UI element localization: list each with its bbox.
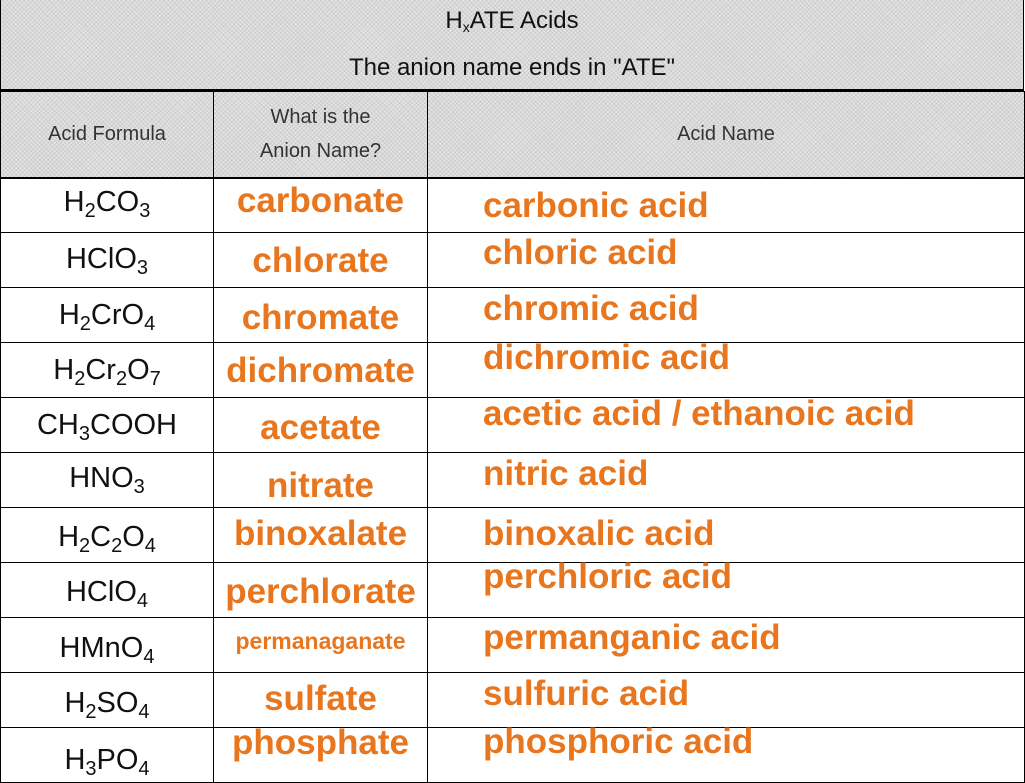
- acid-name-cell: [428, 673, 1025, 728]
- formula-subscript: 3: [133, 475, 145, 498]
- formula-subscript: 3: [85, 757, 97, 780]
- acid-formula-cell: [1, 728, 214, 783]
- acid-formula: [65, 575, 148, 612]
- formula-text: H: [63, 185, 85, 218]
- formula-text: HMnO: [59, 631, 144, 664]
- acid-name-answer: chromic acid: [483, 289, 699, 328]
- formula-text: PO: [96, 743, 139, 776]
- formula-text: Cr: [85, 353, 116, 386]
- anion-header-line2: Anion Name?: [259, 140, 382, 163]
- anion-name-answer: permanaganate: [235, 628, 406, 654]
- formula-subscript: 4: [144, 312, 156, 335]
- formula-subscript: 2: [84, 199, 96, 222]
- acid-name-cell: [428, 394, 1025, 453]
- acid-table: [0, 91, 1025, 783]
- anion-name-answer: acetate: [260, 408, 381, 447]
- acid-name-cell: [428, 338, 1025, 398]
- acid-formula: [65, 242, 148, 279]
- table-subtitle: The anion name ends in "ATE": [348, 54, 676, 81]
- acid-formula: [58, 520, 156, 557]
- acid-formula: [59, 631, 155, 668]
- table-row: [1, 343, 1025, 398]
- anion-name-answer: chlorate: [252, 241, 389, 280]
- acid-formula-cell: [1, 673, 214, 728]
- anion-name-cell: [214, 618, 428, 673]
- acid-formula: [58, 298, 156, 335]
- anion-name-answer: sulfate: [264, 679, 377, 718]
- anion-name-answer: chromate: [241, 298, 400, 337]
- acid-formula: [53, 353, 161, 390]
- formula-subscript: 2: [79, 534, 91, 557]
- table-row: [1, 563, 1025, 618]
- anion-header-line1: What is the: [270, 106, 371, 129]
- formula-text: COOH: [90, 408, 177, 441]
- acid-name-answer: nitric acid: [483, 454, 649, 493]
- acid-name-cell: [428, 557, 1025, 618]
- acid-name-answer: acetic acid / ethanoic acid: [483, 394, 915, 433]
- table-row: [1, 398, 1025, 453]
- formula-subscript: 2: [79, 312, 91, 335]
- formula-text: CO: [95, 185, 140, 218]
- formula-subscript: 7: [149, 367, 161, 390]
- acid-formula: [64, 686, 150, 723]
- formula-text: O: [127, 353, 150, 386]
- acid-name-cell: [428, 618, 1025, 673]
- acid-name-answer: carbonic acid: [483, 185, 709, 225]
- formula-text: H: [64, 743, 86, 776]
- formula-subscript: 3: [78, 422, 90, 445]
- formula-text: H: [58, 298, 80, 331]
- acid-formula-cell: [1, 343, 214, 398]
- formula-text: HClO: [65, 242, 137, 275]
- anion-name-cell: [214, 178, 428, 233]
- table-row: [1, 508, 1025, 563]
- acid-formula-cell: [1, 618, 214, 673]
- table-row: [1, 728, 1025, 783]
- table-row: [1, 233, 1025, 288]
- anion-name-cell: [214, 343, 428, 398]
- anion-name-answer: dichromate: [226, 351, 415, 390]
- formula-text: HNO: [69, 461, 134, 494]
- acid-name-cell: [428, 453, 1025, 508]
- table-row: [1, 288, 1025, 343]
- formula-subscript: 4: [136, 589, 148, 612]
- formula-subscript: 3: [136, 256, 148, 279]
- acid-formula: [63, 185, 151, 222]
- acid-name-answer: phosphoric acid: [483, 722, 754, 761]
- acid-formula-cell: [1, 453, 214, 508]
- column-header-anion: [214, 92, 428, 178]
- anion-name-cell: [214, 563, 428, 618]
- formula-text: O: [122, 520, 145, 553]
- anion-name-answer: binoxalate: [233, 514, 408, 553]
- formula-text: CrO: [90, 298, 145, 331]
- acid-name-answer: binoxalic acid: [483, 514, 715, 553]
- column-header-formula: Acid Formula: [1, 92, 214, 178]
- acid-formula-cell: [1, 233, 214, 288]
- formula-subscript: 4: [138, 757, 150, 780]
- formula-text: C: [90, 520, 112, 553]
- title-suffix: ATE Acids: [469, 7, 579, 34]
- table-body: [1, 178, 1025, 783]
- formula-subscript: 4: [144, 534, 156, 557]
- formula-text: CH: [36, 408, 79, 441]
- acid-name-cell: [428, 508, 1025, 563]
- anion-name-answer: phosphate: [232, 723, 409, 762]
- formula-text: H: [64, 686, 86, 719]
- acid-formula: [36, 408, 177, 445]
- formula-subscript: 2: [115, 367, 128, 390]
- anion-name-answer: perchlorate: [225, 572, 416, 611]
- formula-subscript: 3: [139, 199, 151, 222]
- acid-formula-cell: [1, 288, 214, 343]
- anion-name-cell: [214, 288, 428, 343]
- table-title: [1, 7, 1023, 35]
- acid-formula: [64, 743, 150, 780]
- acid-name-cell: [428, 288, 1025, 343]
- formula-text: H: [53, 353, 75, 386]
- acid-name-cell: [428, 233, 1025, 288]
- table-row: [1, 673, 1025, 728]
- formula-subscript: 2: [85, 700, 97, 723]
- title-prefix: H: [445, 7, 463, 34]
- acid-name-cell: [428, 722, 1025, 783]
- table-row: [1, 453, 1025, 508]
- acid-formula-cell: [1, 563, 214, 618]
- acid-name-answer: sulfuric acid: [483, 674, 690, 713]
- table-row: [1, 618, 1025, 673]
- table-title-bar: [0, 0, 1024, 91]
- anion-name-cell: [214, 453, 428, 508]
- acid-formula-cell: [1, 398, 214, 453]
- acid-name-answer: perchloric acid: [483, 557, 732, 596]
- formula-text: H: [58, 520, 80, 553]
- formula-text: SO: [96, 686, 139, 719]
- formula-subscript: 4: [138, 700, 150, 723]
- table-row: [1, 178, 1025, 233]
- column-header-name: Acid Name: [428, 92, 1025, 178]
- acid-name-cell: [428, 178, 1025, 233]
- formula-subscript: 4: [143, 645, 155, 668]
- acid-formula-cell: [1, 178, 214, 233]
- acid-name-answer: chloric acid: [483, 233, 678, 272]
- formula-text: HClO: [65, 575, 137, 608]
- anion-name-cell: [214, 398, 428, 453]
- formula-subscript: 2: [111, 534, 123, 557]
- acid-name-answer: permanganic acid: [483, 618, 781, 657]
- anion-name-cell: [214, 723, 428, 783]
- formula-subscript: 2: [74, 367, 86, 390]
- anion-name-cell: [214, 233, 428, 288]
- acid-formula: [69, 461, 145, 498]
- acid-name-answer: dichromic acid: [483, 338, 731, 377]
- anion-name-answer: nitrate: [267, 466, 374, 505]
- acid-formula-cell: [1, 508, 214, 563]
- anion-name-cell: [214, 673, 428, 728]
- anion-name-answer: carbonate: [236, 180, 405, 220]
- anion-name-cell: [214, 508, 428, 563]
- title-subscript: x: [462, 19, 470, 35]
- header-row: [1, 92, 1025, 178]
